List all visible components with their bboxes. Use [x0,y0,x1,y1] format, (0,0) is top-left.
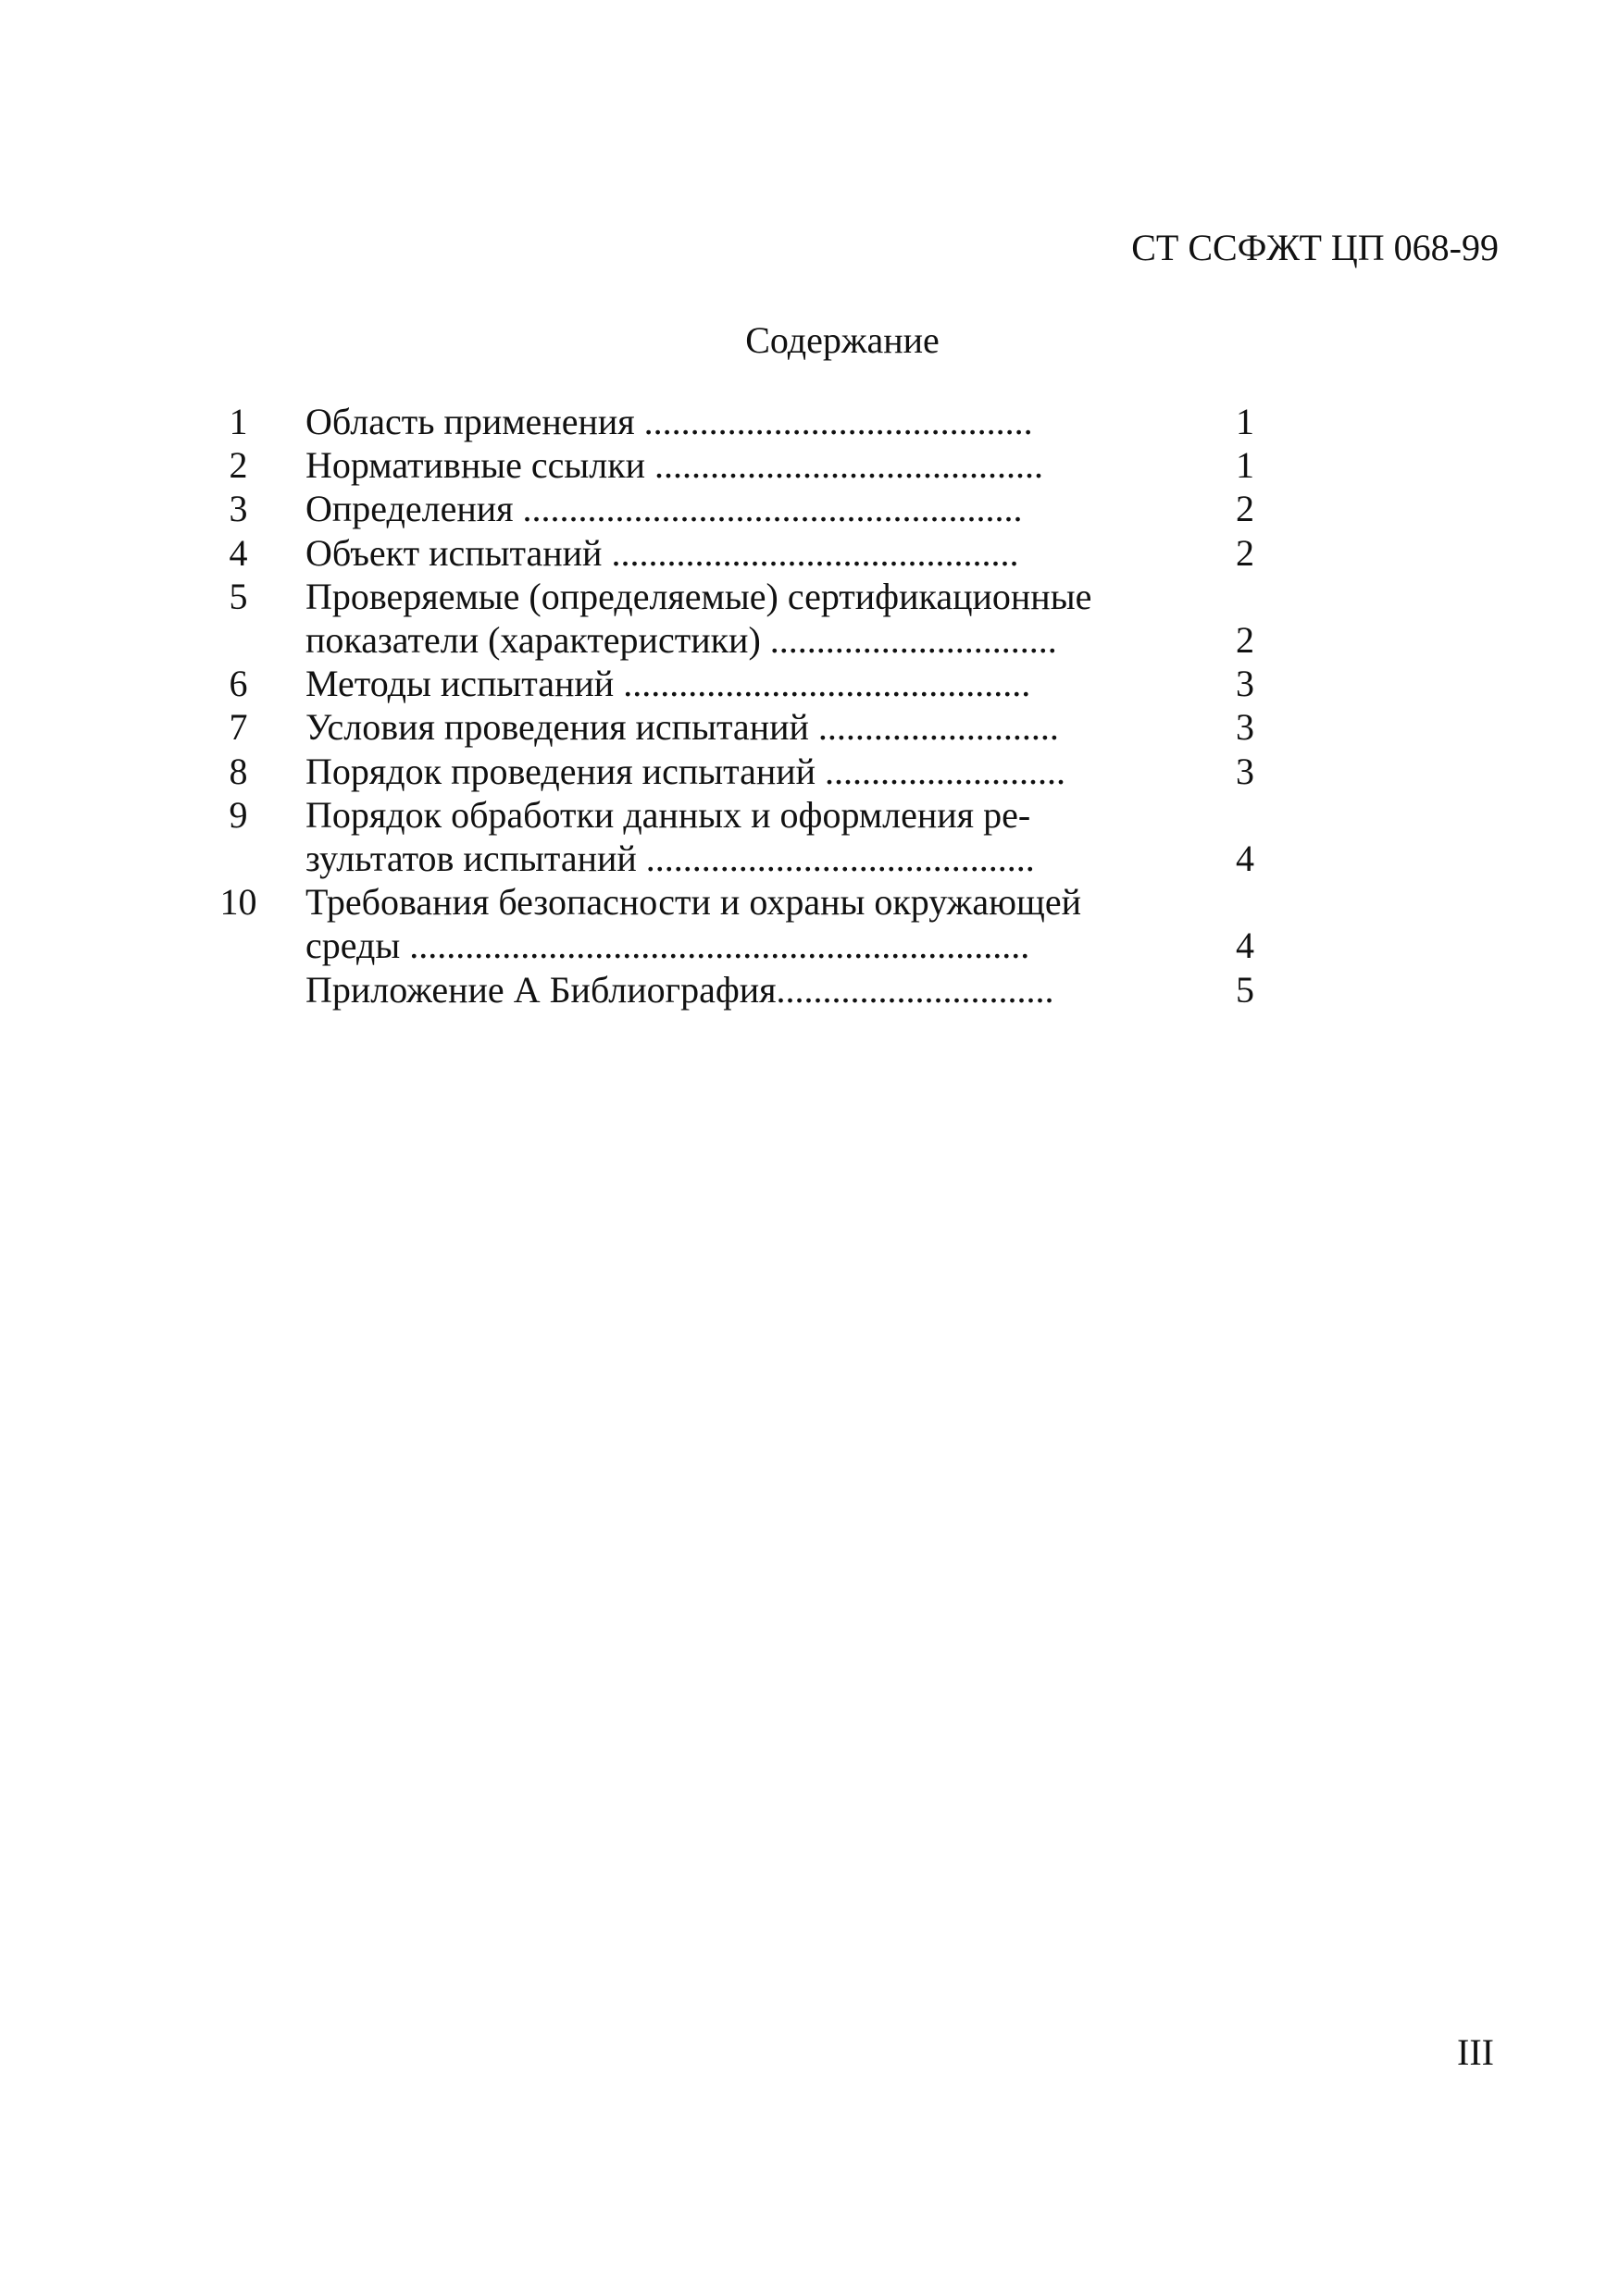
document-code: СТ ССФЖТ ЦП 068-99 [1131,227,1499,268]
toc-entry-5 [204,575,1268,662]
toc-entry-title: Приложение А Библиография.............................. [305,968,1054,1011]
toc-entry-3 [204,487,1268,530]
toc-entry-title: Определения ...................................................... [305,488,1023,530]
toc-entry-title: Объект испытаний ............................................ [305,531,1019,574]
toc-entry-page: 1 [1236,444,1254,487]
toc-entry-page: 3 [1236,706,1254,749]
toc-entry-title: Порядок обработки данных и оформления ре- зультатов испытаний .......................................... [305,793,1035,880]
toc-entry-2 [204,443,1268,487]
toc-entry-title: Нормативные ссылки .......................................... [305,444,1044,487]
toc-entry-page: 3 [1236,750,1254,792]
toc-entry-number: 8 [229,750,248,792]
toc-entry-title: Проверяемые (определяемые) сертификационные показатели (характеристики) ............................... [305,575,1092,662]
toc-entry-page: 5 [1236,968,1254,1011]
toc-entry-page: 2 [1236,531,1254,574]
toc-entry-page: 4 [1236,925,1254,967]
toc-entry-7 [204,705,1268,749]
toc-entry-8 [204,750,1268,793]
toc-entry-title: Требования безопасности и охраны окружающей среды ................................................................... [305,881,1081,967]
toc-entry-title: Условия проведения испытаний .......................... [305,706,1059,749]
toc-entry-page: 2 [1236,619,1254,662]
toc-entry-number: 7 [229,706,248,749]
toc-entry-number: 10 [219,881,257,924]
toc-entry-1 [204,400,1268,443]
toc-entry-title: Методы испытаний ............................................ [305,663,1031,705]
toc-entry-number: 2 [229,444,248,487]
toc-entry-appendix-a [204,968,1268,1011]
toc-entry-page: 4 [1236,838,1254,880]
toc-entry-number [204,968,301,1011]
toc-entry-title: Область применения .......................................... [305,401,1033,442]
table-of-contents [204,400,1268,1011]
toc-heading: Содержание [745,319,940,361]
toc-entry-page: 3 [1236,663,1254,705]
toc-entry-10 [204,880,1268,967]
toc-entry-number: 5 [229,575,248,617]
toc-entry-page: 2 [1236,488,1254,530]
toc-entry-page: 1 [1236,401,1254,442]
toc-entry-6 [204,662,1268,705]
toc-entry-4 [204,531,1268,575]
page-number: III [1457,2031,1494,2073]
toc-entry-number: 1 [229,401,248,442]
toc-entry-number: 4 [229,531,248,574]
toc-entry-number: 9 [229,793,248,836]
toc-entry-9 [204,793,1268,880]
toc-entry-title: Порядок проведения испытаний .......................... [305,750,1066,792]
toc-entry-number: 3 [229,488,248,530]
toc-entry-number: 6 [229,663,248,705]
